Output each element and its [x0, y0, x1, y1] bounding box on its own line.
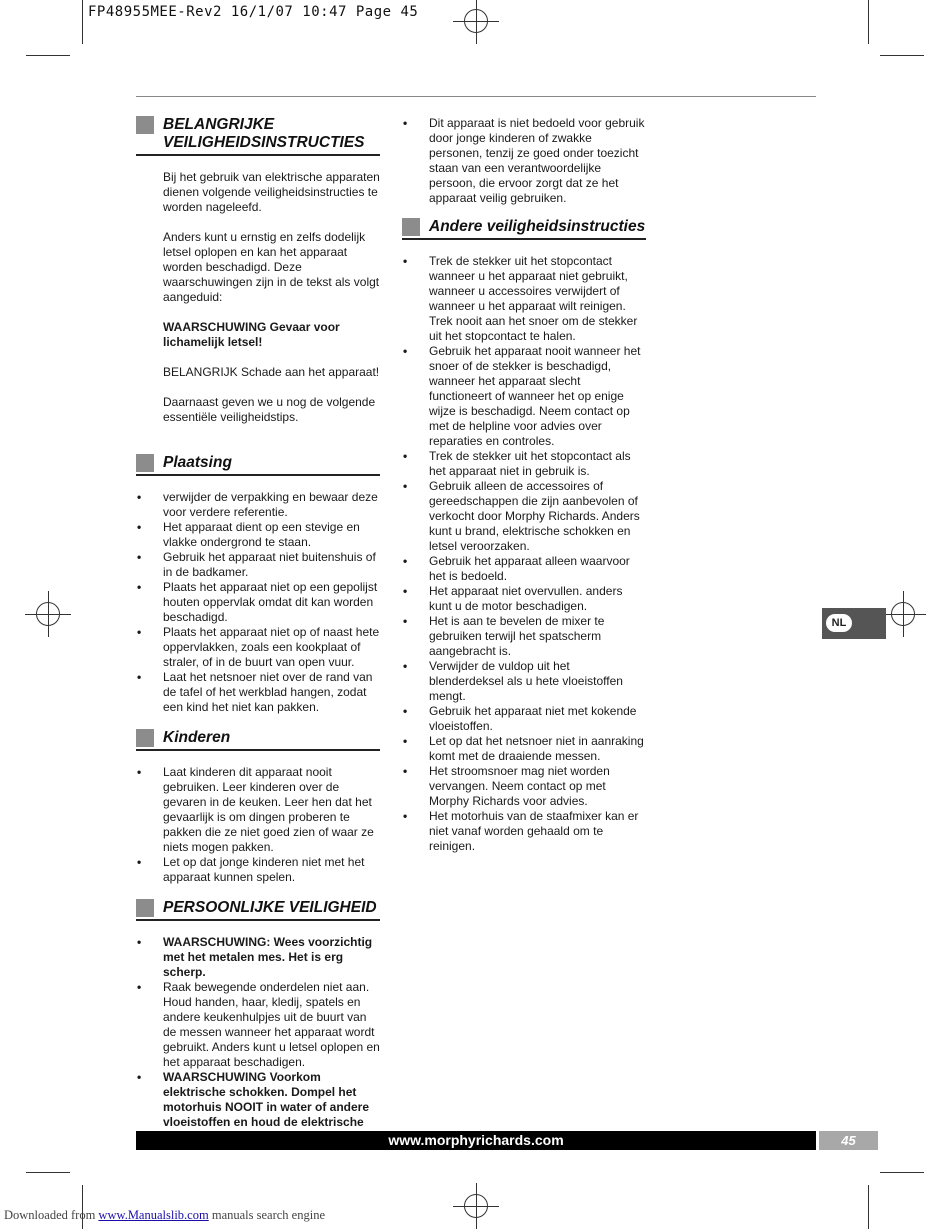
language-tab — [822, 608, 886, 639]
list-item: • WAARSCHUWING Voorkom elektrische schokken. Dompel het motorhuis NOOIT in water of andere vloeistoffen en houd de elektrische — [137, 1070, 370, 1129]
list-item: • Het apparaat niet overvullen. anders kunt u de motor beschadigen. — [403, 584, 623, 613]
crop-mark — [26, 55, 70, 56]
left-column — [136, 116, 380, 1159]
section-marker — [136, 899, 154, 917]
section-heading — [136, 454, 380, 476]
crop-mark — [868, 0, 869, 44]
bullet-list — [136, 490, 380, 715]
section-heading — [136, 116, 380, 156]
section-children — [136, 729, 380, 885]
paragraph: BELANGRIJK Schade aan het apparaat! — [163, 365, 380, 379]
paragraph: Bij het gebruik van elektrische apparaten dienen volgende veiligheidsinstructies te worden nageleefd. — [163, 170, 380, 214]
list-item: • Gebruik alleen de accessoires of gereedschappen die zijn aanbevolen of verkocht door Morphy Richards. Anders kunt u brand, elektrische schokken en letsel veroorzaken. — [403, 479, 640, 553]
bullet-list — [402, 116, 646, 206]
right-column — [402, 116, 646, 868]
section-heading — [136, 729, 380, 751]
list-item: • Plaats het apparaat niet op een gepolijst houten oppervlak omdat dit kan worden beschadigd. — [137, 580, 378, 624]
list-item: • Laat kinderen dit apparaat nooit gebruiken. Leer kinderen over de gevaren in de keuken. Leer hen dat het gevaarlijk is om dingen proberen te pakken die ze niet goed zien of waar ze niets mogen pakken. — [137, 765, 374, 854]
list-item: • Let op dat het netsnoer niet in aanraking komt met de draaiende messen. — [403, 734, 644, 763]
crop-mark — [880, 55, 924, 56]
list-item: • Dit apparaat is niet bedoeld voor gebruik door jonge kinderen of zwakke personen, tenzij ze goed onder toezicht staan van een verantwoordelijke persoon, die ervoor zorgt dat ze het apparaat veilig gebruiken. — [403, 116, 645, 205]
list-item: • Raak bewegende onderdelen niet aan. Houd handen, haar, kledij, spatels en andere keukenhulpjes uit de buurt van de messen wanneer het apparaat wordt gebruikt. Anders kunt u letsel oplopen en het apparaat beschadigen. — [137, 980, 380, 1069]
website-url: www.morphyrichards.com — [388, 1132, 564, 1148]
list-item: • Plaats het apparaat niet op of naast hete oppervlakken, zoals een kookplaat of straler, of in de buurt van open vuur. — [137, 625, 380, 669]
list-item: • Gebruik het apparaat nooit wanneer het snoer of de stekker is beschadigd, wanneer het apparaat slecht functioneert of wanneer het op enige wijze is beschadigd. Neem contact op met de helpline voor advies over reparaties en controles. — [403, 344, 641, 448]
section-heading — [402, 218, 646, 240]
bullet-list — [402, 254, 646, 854]
registration-mark — [464, 1194, 488, 1218]
crop-mark — [26, 1172, 70, 1173]
list-item: • Het is aan te bevelen de mixer te gebruiken terwijl het spatscherm aangebracht is. — [403, 614, 605, 658]
print-slug: FP48955MEE-Rev2 16/1/07 10:47 Page 45 — [88, 4, 419, 20]
section-heading — [136, 899, 380, 921]
list-item: • Het motorhuis van de staafmixer kan er niet vanaf worden gehaald om te reinigen. — [403, 809, 639, 853]
section-important-safety — [136, 116, 380, 425]
download-note: Downloaded from www.Manualslib.com manuals search engine — [4, 1208, 325, 1222]
paragraph: Daarnaast geven we u nog de volgende essentiële veiligheidstips. — [163, 395, 376, 424]
section-title: PERSOONLIJKE VEILIGHEID — [163, 899, 377, 916]
section-marker — [402, 218, 420, 236]
section-marker — [136, 454, 154, 472]
registration-mark — [891, 602, 915, 626]
top-rule — [136, 96, 816, 97]
section-marker — [136, 116, 154, 134]
list-item: • Let op dat jonge kinderen niet met het apparaat kunnen spelen. — [137, 855, 365, 884]
page-number: 45 — [841, 1133, 856, 1148]
crop-mark — [868, 1185, 869, 1229]
manualslib-link[interactable]: www.Manualslib.com — [98, 1208, 209, 1222]
list-item: • verwijder de verpakking en bewaar deze voor verdere referentie. — [137, 490, 378, 519]
crop-mark — [82, 0, 83, 44]
section-title: Kinderen — [163, 729, 231, 746]
crop-mark — [880, 1172, 924, 1173]
section-title: Andere veiligheidsinstructies — [429, 218, 646, 235]
list-item: • Gebruik het apparaat alleen waarvoor het is bedoeld. — [403, 554, 630, 583]
registration-mark — [464, 9, 488, 33]
section-placement — [136, 454, 380, 715]
section-title: BELANGRIJKE VEILIGHEIDSINSTRUCTIES — [163, 116, 365, 151]
bullet-list — [136, 765, 380, 885]
section-marker — [136, 729, 154, 747]
language-label: NL — [826, 614, 852, 632]
bullet-list — [136, 935, 380, 1145]
section-title: Plaatsing — [163, 454, 232, 471]
warning-paragraph: WAARSCHUWING Gevaar voor lichamelijk letsel! — [163, 320, 340, 349]
list-item: • Trek de stekker uit het stopcontact wanneer u het apparaat niet gebruikt, wanneer u accessoires verwijdert of wanneer u het apparaat wilt reinigen. Trek nooit aan het snoer om de stekker uit het stopcontact te halen. — [403, 254, 638, 343]
list-item: • Het stroomsnoer mag niet worden vervangen. Neem contact op met Morphy Richards voor advies. — [403, 764, 610, 808]
page-number-box — [819, 1131, 878, 1150]
footer-bar — [136, 1131, 816, 1150]
list-item: • Het apparaat dient op een stevige en vlakke ondergrond te staan. — [137, 520, 360, 549]
list-item: • Verwijder de vuldop uit het blenderdeksel als u hete vloeistoffen mengt. — [403, 659, 623, 703]
list-item: • Gebruik het apparaat niet buitenshuis of in de badkamer. — [137, 550, 376, 579]
list-item: • WAARSCHUWING: Wees voorzichtig met het metalen mes. Het is erg scherp. — [137, 935, 373, 979]
registration-mark — [36, 602, 60, 626]
list-item: • Trek de stekker uit het stopcontact als het apparaat niet in gebruik is. — [403, 449, 631, 478]
list-item: • Gebruik het apparaat niet met kokende vloeistoffen. — [403, 704, 637, 733]
section-personal-safety — [136, 899, 380, 1145]
section-other-safety — [402, 218, 646, 854]
paragraph: Anders kunt u ernstig en zelfs dodelijk letsel oplopen en kan het apparaat worden beschadigd. Deze waarschuwingen zijn in de tekst als volgt aangeduid: — [163, 230, 380, 304]
list-item: • Laat het netsnoer niet over de rand van de tafel of het werkblad hangen, zodat een kind het niet kan pakken. — [137, 670, 373, 714]
